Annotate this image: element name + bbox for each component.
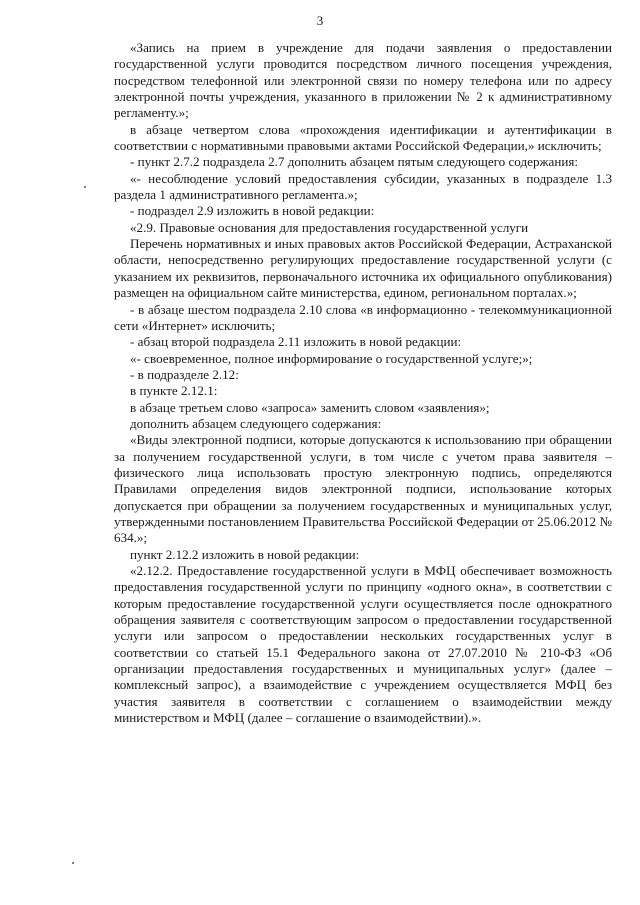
page-number: 3	[316, 13, 324, 28]
scan-speck	[84, 186, 86, 188]
paragraph: - абзац второй подраздела 2.11 изложить в новой редакции:	[130, 334, 462, 350]
paragraph: «- несоблюдение условий предоставления субсидии, указанных в подразделе 1.3 раздела 1 административного регламента.»;	[114, 170, 612, 203]
paragraph: - в абзаце шестом подраздела 2.10 слова «в информационно - телекоммуникационной сети «Интернет» исключить;	[114, 301, 612, 333]
paragraph: дополнить абзацем следующего содержания:	[130, 415, 382, 431]
paragraph: в пункте 2.12.1:	[130, 383, 218, 399]
paragraph: Перечень нормативных и иных правовых актов Российской Федерации, Астраханской области, непосредственно регулирующих предоставление государственной услуги (с указанием их реквизитов, первоначального источника их официального опубликования) размещен на официальном сайте министерства, едином, региональном порталах.»;	[114, 236, 612, 301]
paragraph: «- своевременное, полное информирование о государственной услуге;»;	[130, 350, 533, 366]
paragraph: в абзаце третьем слово «запроса» заменить словом «заявления»;	[130, 399, 490, 415]
paragraph: «2.9. Правовые основания для предоставления государственной услуги	[130, 219, 529, 235]
scan-speck	[72, 862, 74, 864]
paragraph: пункт 2.12.2 изложить в новой редакции:	[130, 546, 360, 562]
document-body	[114, 40, 612, 726]
paragraph: - в подразделе 2.12:	[130, 366, 239, 382]
paragraph: «Виды электронной подписи, которые допускаются к использованию при обращении за получением государственной услуги, в том числе с учетом права заявителя – физического лица использовать простую электронную подпись, определяются Правилами определения видов электронной подписи, использование которых допускается при обращении за получением государственных и муниципальных услуг, утвержденными постановлением Правительства Российской Федерации от 25.06.2012 № 634.»;	[114, 432, 612, 546]
paragraph: в абзаце четвертом слова «прохождения идентификации и аутентификации в соответствии с нормативными правовыми актами Российской Федерации,» исключить;	[114, 121, 612, 154]
paragraph: «2.12.2. Предоставление государственной услуги в МФЦ обеспечивает возможность предоставления государственной услуги по принципу «одного окна», в соответствии с которым предоставление государственной услуги осуществляется после однократного обращения заявителя с соответствующим запросом о предоставлении государственной услуги или запросом о предоставлении нескольких государственных услуг в соответствии со статьей 15.1 Федерального закона от 27.07.2010 № 210-ФЗ «Об организации предоставления государственных и муниципальных услуг» (далее – комплексный запрос), а взаимодействие с учреждением осуществляется МФЦ без участия заявителя в соответствии с соглашением о взаимодействии между министерством и МФЦ (далее – соглашение о взаимодействии).».	[114, 563, 612, 726]
paragraph: - пункт 2.7.2 подраздела 2.7 дополнить абзацем пятым следующего содержания:	[130, 154, 579, 170]
paragraph: «Запись на прием в учреждение для подачи заявления о предоставлении государственной услуги проводится посредством личного посещения учреждения, посредством телефонной или электронной связи по номеру телефона или по адресу электронной почты учреждения, указанного в приложении № 2 к административному регламенту.»;	[114, 40, 612, 121]
paragraph: - подраздел 2.9 изложить в новой редакции:	[130, 203, 375, 219]
